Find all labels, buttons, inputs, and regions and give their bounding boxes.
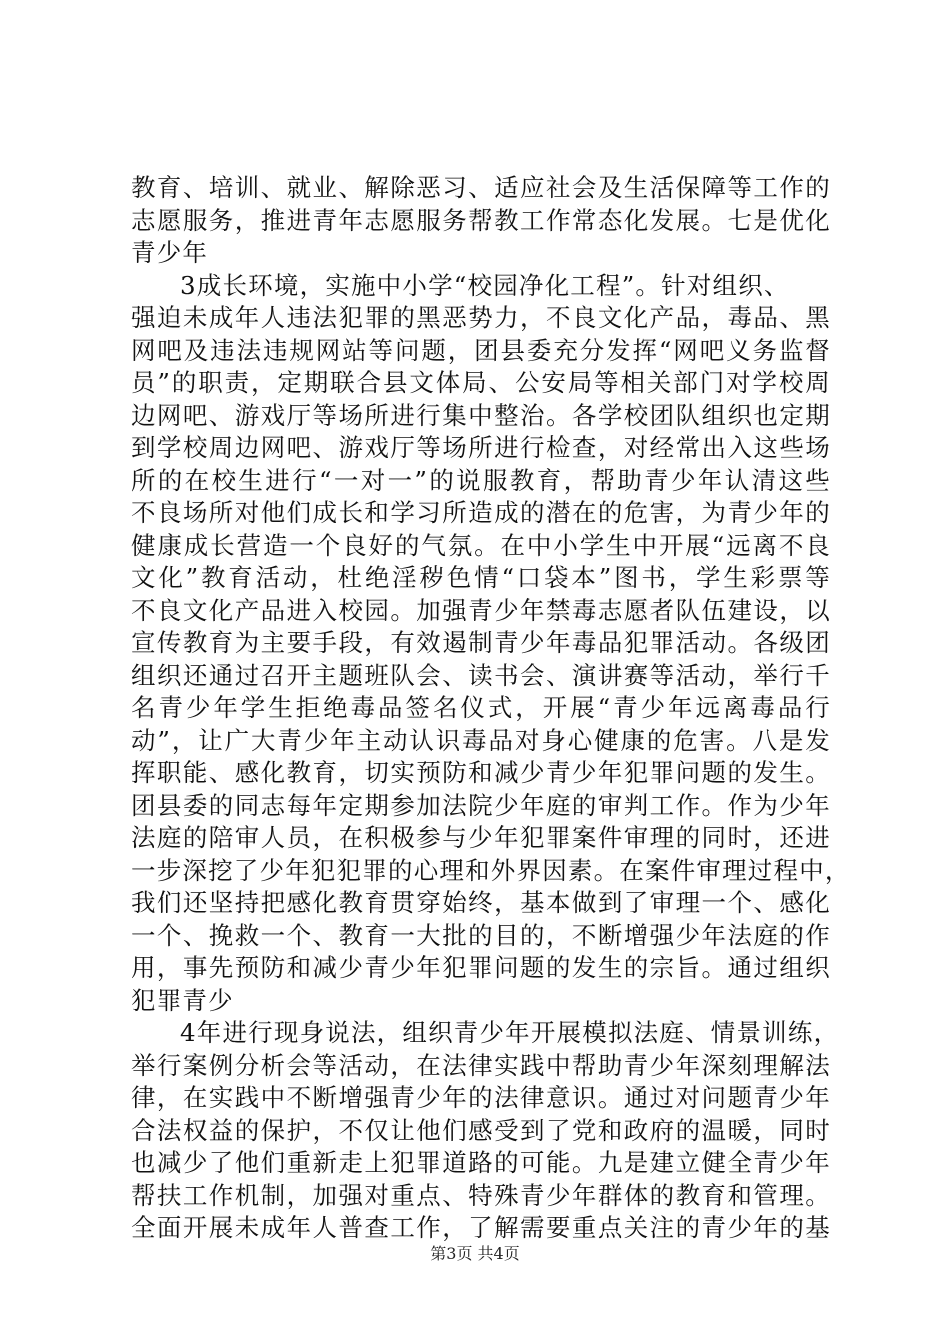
text-line: 名青少年学生拒绝毒品签名仪式，开展“青少年远离毒品行 [131,693,831,722]
text-line: 举行案例分析会等活动，在法律实践中帮助青少年深刻理解法 [131,1050,831,1080]
text-line: 4年进行现身说法，组织青少年开展模拟法庭、情景训练， [180,1018,840,1047]
text-line: 不良文化产品进入校园。加强青少年禁毒志愿者队伍建设，以 [131,595,831,625]
text-line: 组织还通过召开主题班队会、读书会、演讲赛等活动，举行千 [131,660,831,690]
text-line: 全面开展未成年人普查工作，了解需要重点关注的青少年的基 [131,1213,831,1242]
text-line: 法庭的陪审人员，在积极参与少年犯罪案件审理的同时，还进 [131,823,831,852]
text-line: 一个、挽救一个、教育一大批的目的，不断增强少年法庭的作 [131,920,831,950]
text-line: 用，事先预防和减少青少年犯罪问题的发生的宗旨。通过组织 [131,953,831,982]
text-line: 所的在校生进行“一对一”的说服教育，帮助青少年认清这些 [131,465,831,495]
text-line: 文化”教育活动，杜绝淫秽色情“口袋本”图书，学生彩票等 [131,563,831,592]
text-line: 宣传教育为主要手段，有效遏制青少年毒品犯罪活动。各级团 [131,628,831,657]
text-line: 挥职能、感化教育，切实预防和减少青少年犯罪问题的发生。 [131,758,831,787]
text-line: 青少年 [131,238,209,267]
text-line: 一步深挖了少年犯犯罪的心理和外界因素。在案件审理过程中， [131,855,851,885]
document-body [131,172,851,1245]
text-line: 也减少了他们重新走上犯罪道路的可能。九是建立健全青少年 [131,1148,831,1177]
text-line: 犯罪青少 [131,985,234,1015]
page-number-label: 第3页 共4页 [430,1244,520,1263]
text-line: 网吧及违法违规网站等问题，团县委充分发挥“网吧义务监督 [131,335,831,365]
text-line: 动”，让广大青少年主动认识毒品对身心健康的危害。八是发 [131,725,831,755]
text-line: 教育、培训、就业、解除恶习、适应社会及生活保障等工作的 [131,173,831,202]
text-line: 健康成长营造一个良好的气氛。在中小学生中开展“远离不良 [131,530,831,560]
page-footer [0,1244,950,1264]
text-line: 志愿服务，推进青年志愿服务帮教工作常态化发展。七是优化 [131,205,831,235]
text-line: 我们还坚持把感化教育贯穿始终，基本做到了审理一个、感化 [131,888,831,917]
text-line: 强迫未成年人违法犯罪的黑恶势力，不良文化产品，毒品、黑 [131,303,831,332]
text-line: 到学校周边网吧、游戏厅等场所进行检查，对经常出入这些场 [131,433,831,462]
text-line: 员”的职责，定期联合县文体局、公安局等相关部门对学校周 [131,368,831,397]
text-line: 合法权益的保护，不仅让他们感受到了党和政府的温暖，同时 [131,1115,831,1145]
text-line: 团县委的同志每年定期参加法院少年庭的审判工作。作为少年 [131,790,831,820]
text-line: 边网吧、游戏厅等场所进行集中整治。各学校团队组织也定期 [131,400,831,430]
text-line: 不良场所对他们成长和学习所造成的潜在的危害，为青少年的 [131,498,831,527]
text-line: 律，在实践中不断增强青少年的法律意识。通过对问题青少年 [131,1083,831,1112]
text-line: 3成长环境，实施中小学“校园净化工程”。针对组织、 [180,270,790,300]
text-line: 帮扶工作机制，加强对重点、特殊青少年群体的教育和管理。 [131,1180,831,1210]
